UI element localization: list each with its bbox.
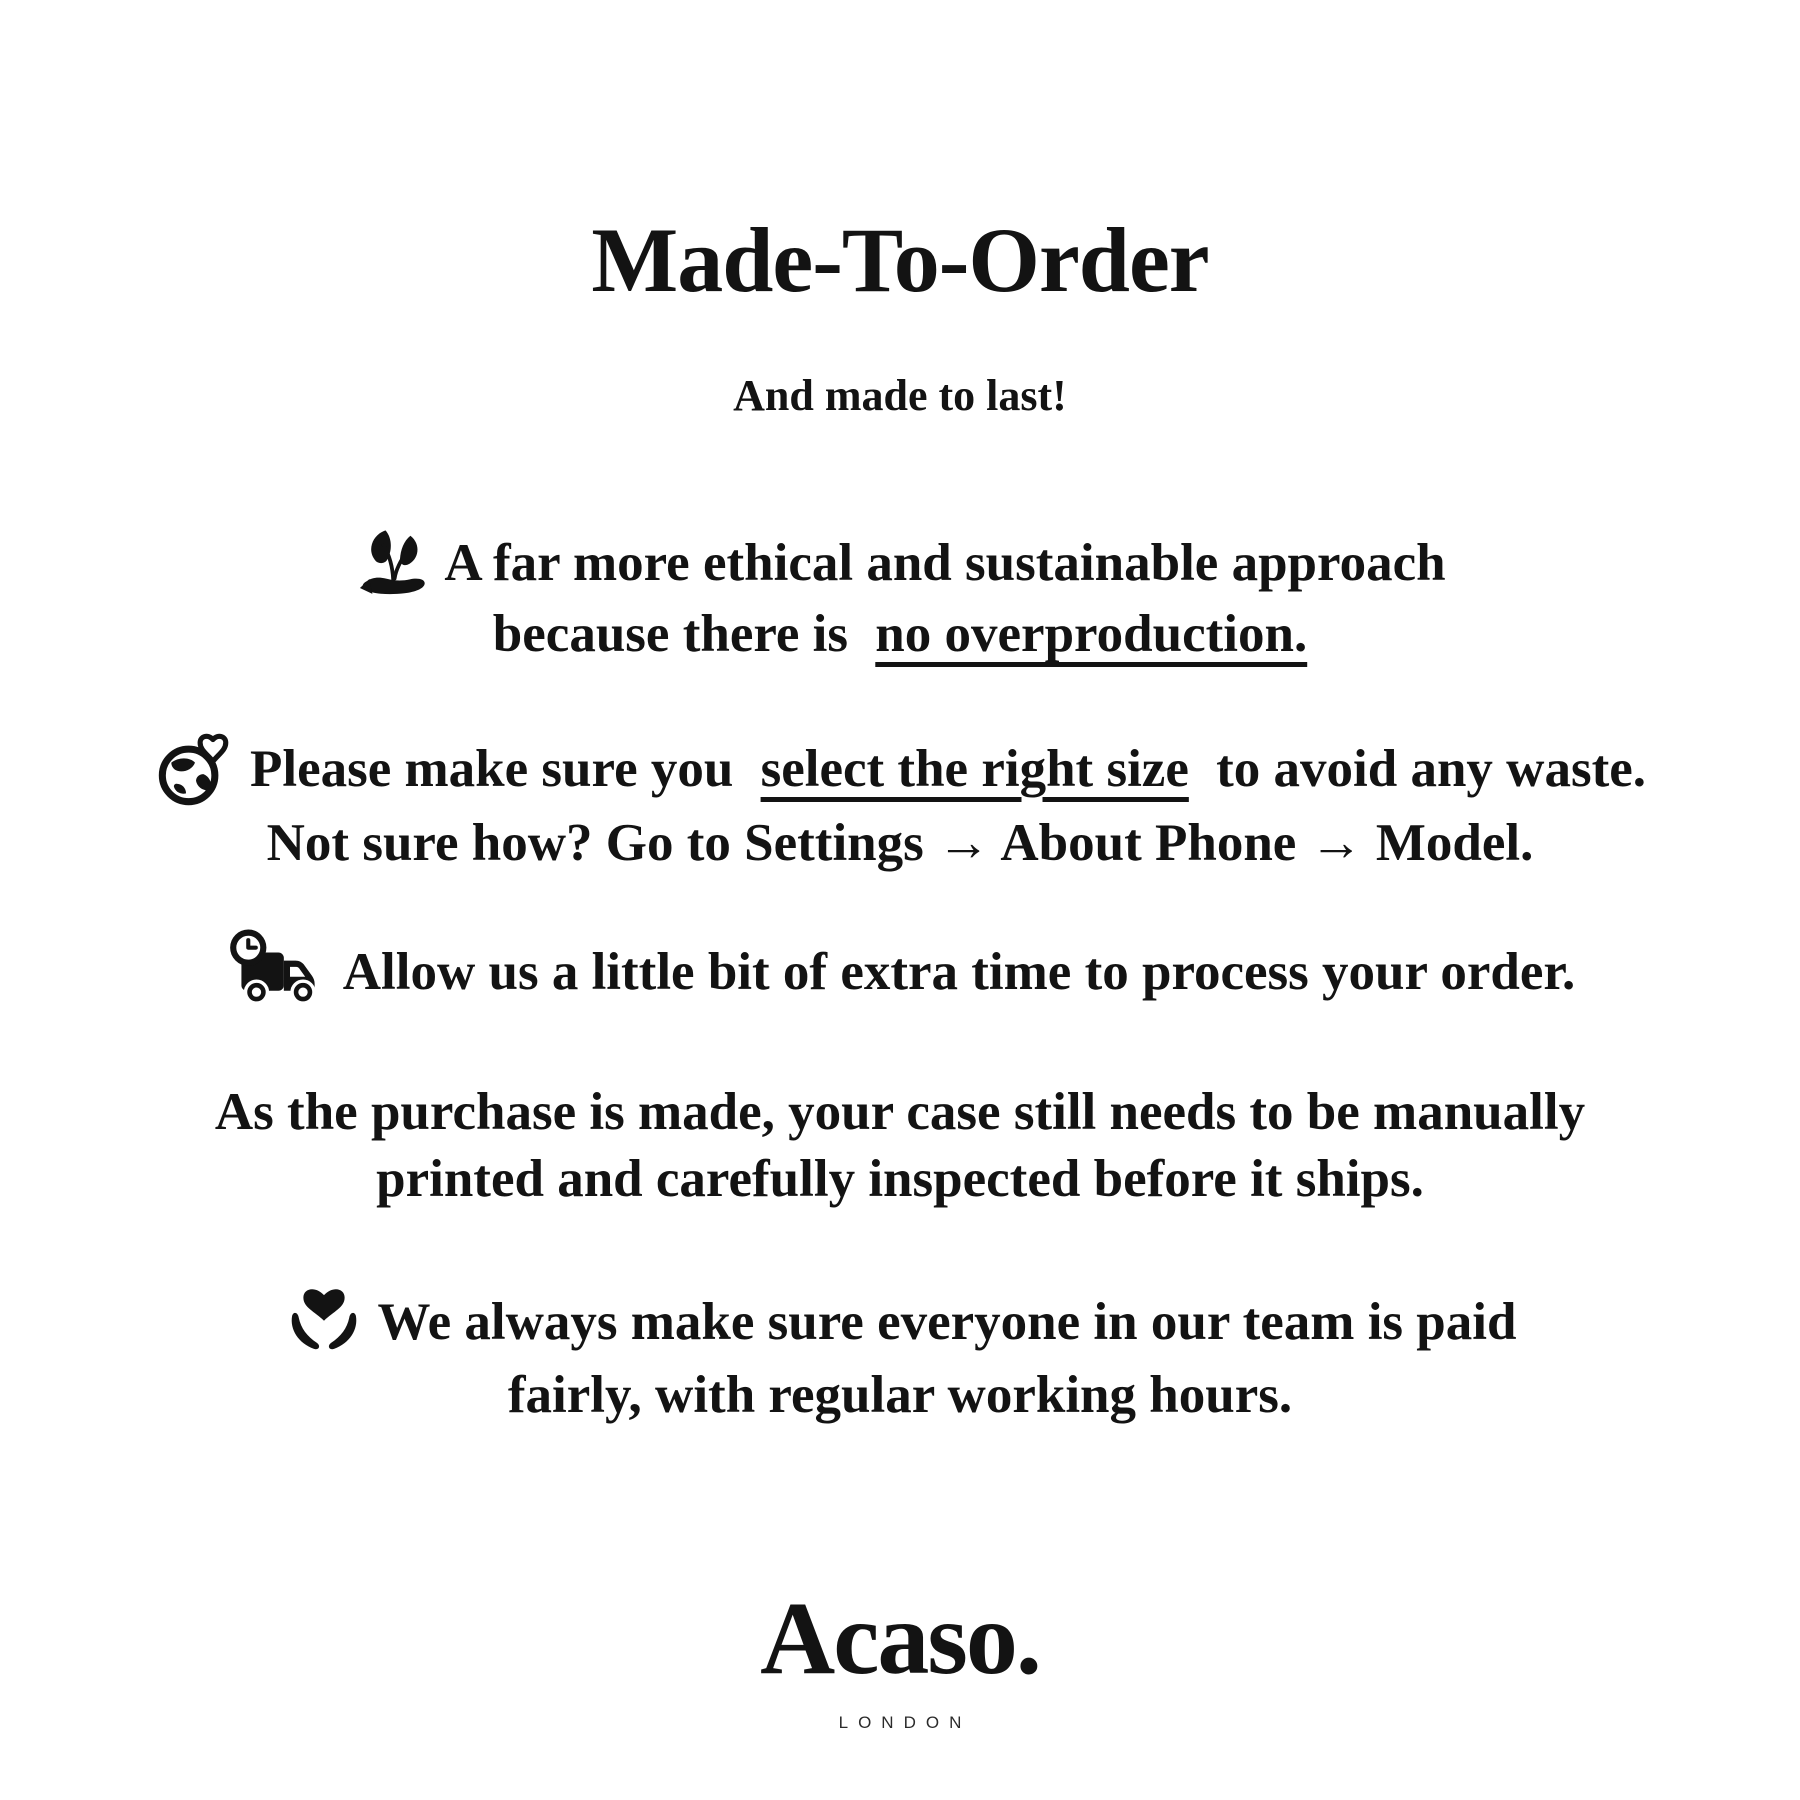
underlined-text: select the right size	[760, 739, 1189, 798]
page-title: Made-To-Order	[591, 209, 1209, 311]
heart-in-hands-icon	[284, 1282, 364, 1362]
brand-logo	[0, 1581, 1800, 1733]
fair-pay-line-1	[0, 1282, 1800, 1362]
fair-pay-paragraph	[0, 1282, 1800, 1429]
paragraph-text: to avoid any waste.	[1202, 739, 1646, 798]
right-size-line-2	[0, 810, 1800, 877]
paragraph-text: Not sure how? Go to Settings → About Phone → Model.	[266, 813, 1534, 872]
manual-printing-paragraph	[0, 1079, 1800, 1213]
sustainability-line-2	[0, 601, 1800, 668]
seedling-in-hand-icon	[354, 525, 430, 601]
paragraph-text: Allow us a little bit of extra time to process your order.	[342, 943, 1576, 1002]
paragraph-text: printed and carefully inspected before it ships.	[376, 1149, 1424, 1208]
manual-printing-line-1	[0, 1079, 1800, 1146]
underlined-text: no overproduction.	[875, 605, 1308, 664]
processing-time-paragraph	[0, 929, 1800, 1017]
page-subtitle: And made to last!	[733, 371, 1067, 421]
delivery-truck-clock-icon	[225, 929, 329, 1017]
right-size-line-1	[0, 728, 1800, 810]
paragraph-text: We always make sure everyone in our team is paid	[377, 1292, 1517, 1351]
brand-name: Acaso.	[760, 1581, 1040, 1697]
paragraph-text: As the purchase is made, your case still needs to be manually	[214, 1082, 1586, 1141]
paragraph-text: A far more ethical and sustainable approach	[444, 533, 1446, 592]
globe-heart-icon	[154, 728, 236, 810]
sustainability-line-1	[0, 525, 1800, 601]
sustainability-paragraph	[0, 525, 1800, 668]
paragraph-text: Please make sure you	[250, 739, 747, 798]
processing-time-line-1	[0, 929, 1800, 1017]
brand-city: LONDON	[838, 1713, 972, 1733]
manual-printing-line-2	[0, 1146, 1800, 1213]
paragraph-text: because there is	[492, 605, 862, 664]
made-to-order-info-card	[0, 209, 1800, 1733]
paragraph-text: fairly, with regular working hours.	[507, 1366, 1293, 1425]
fair-pay-line-2	[0, 1362, 1800, 1429]
right-size-paragraph	[0, 728, 1800, 877]
